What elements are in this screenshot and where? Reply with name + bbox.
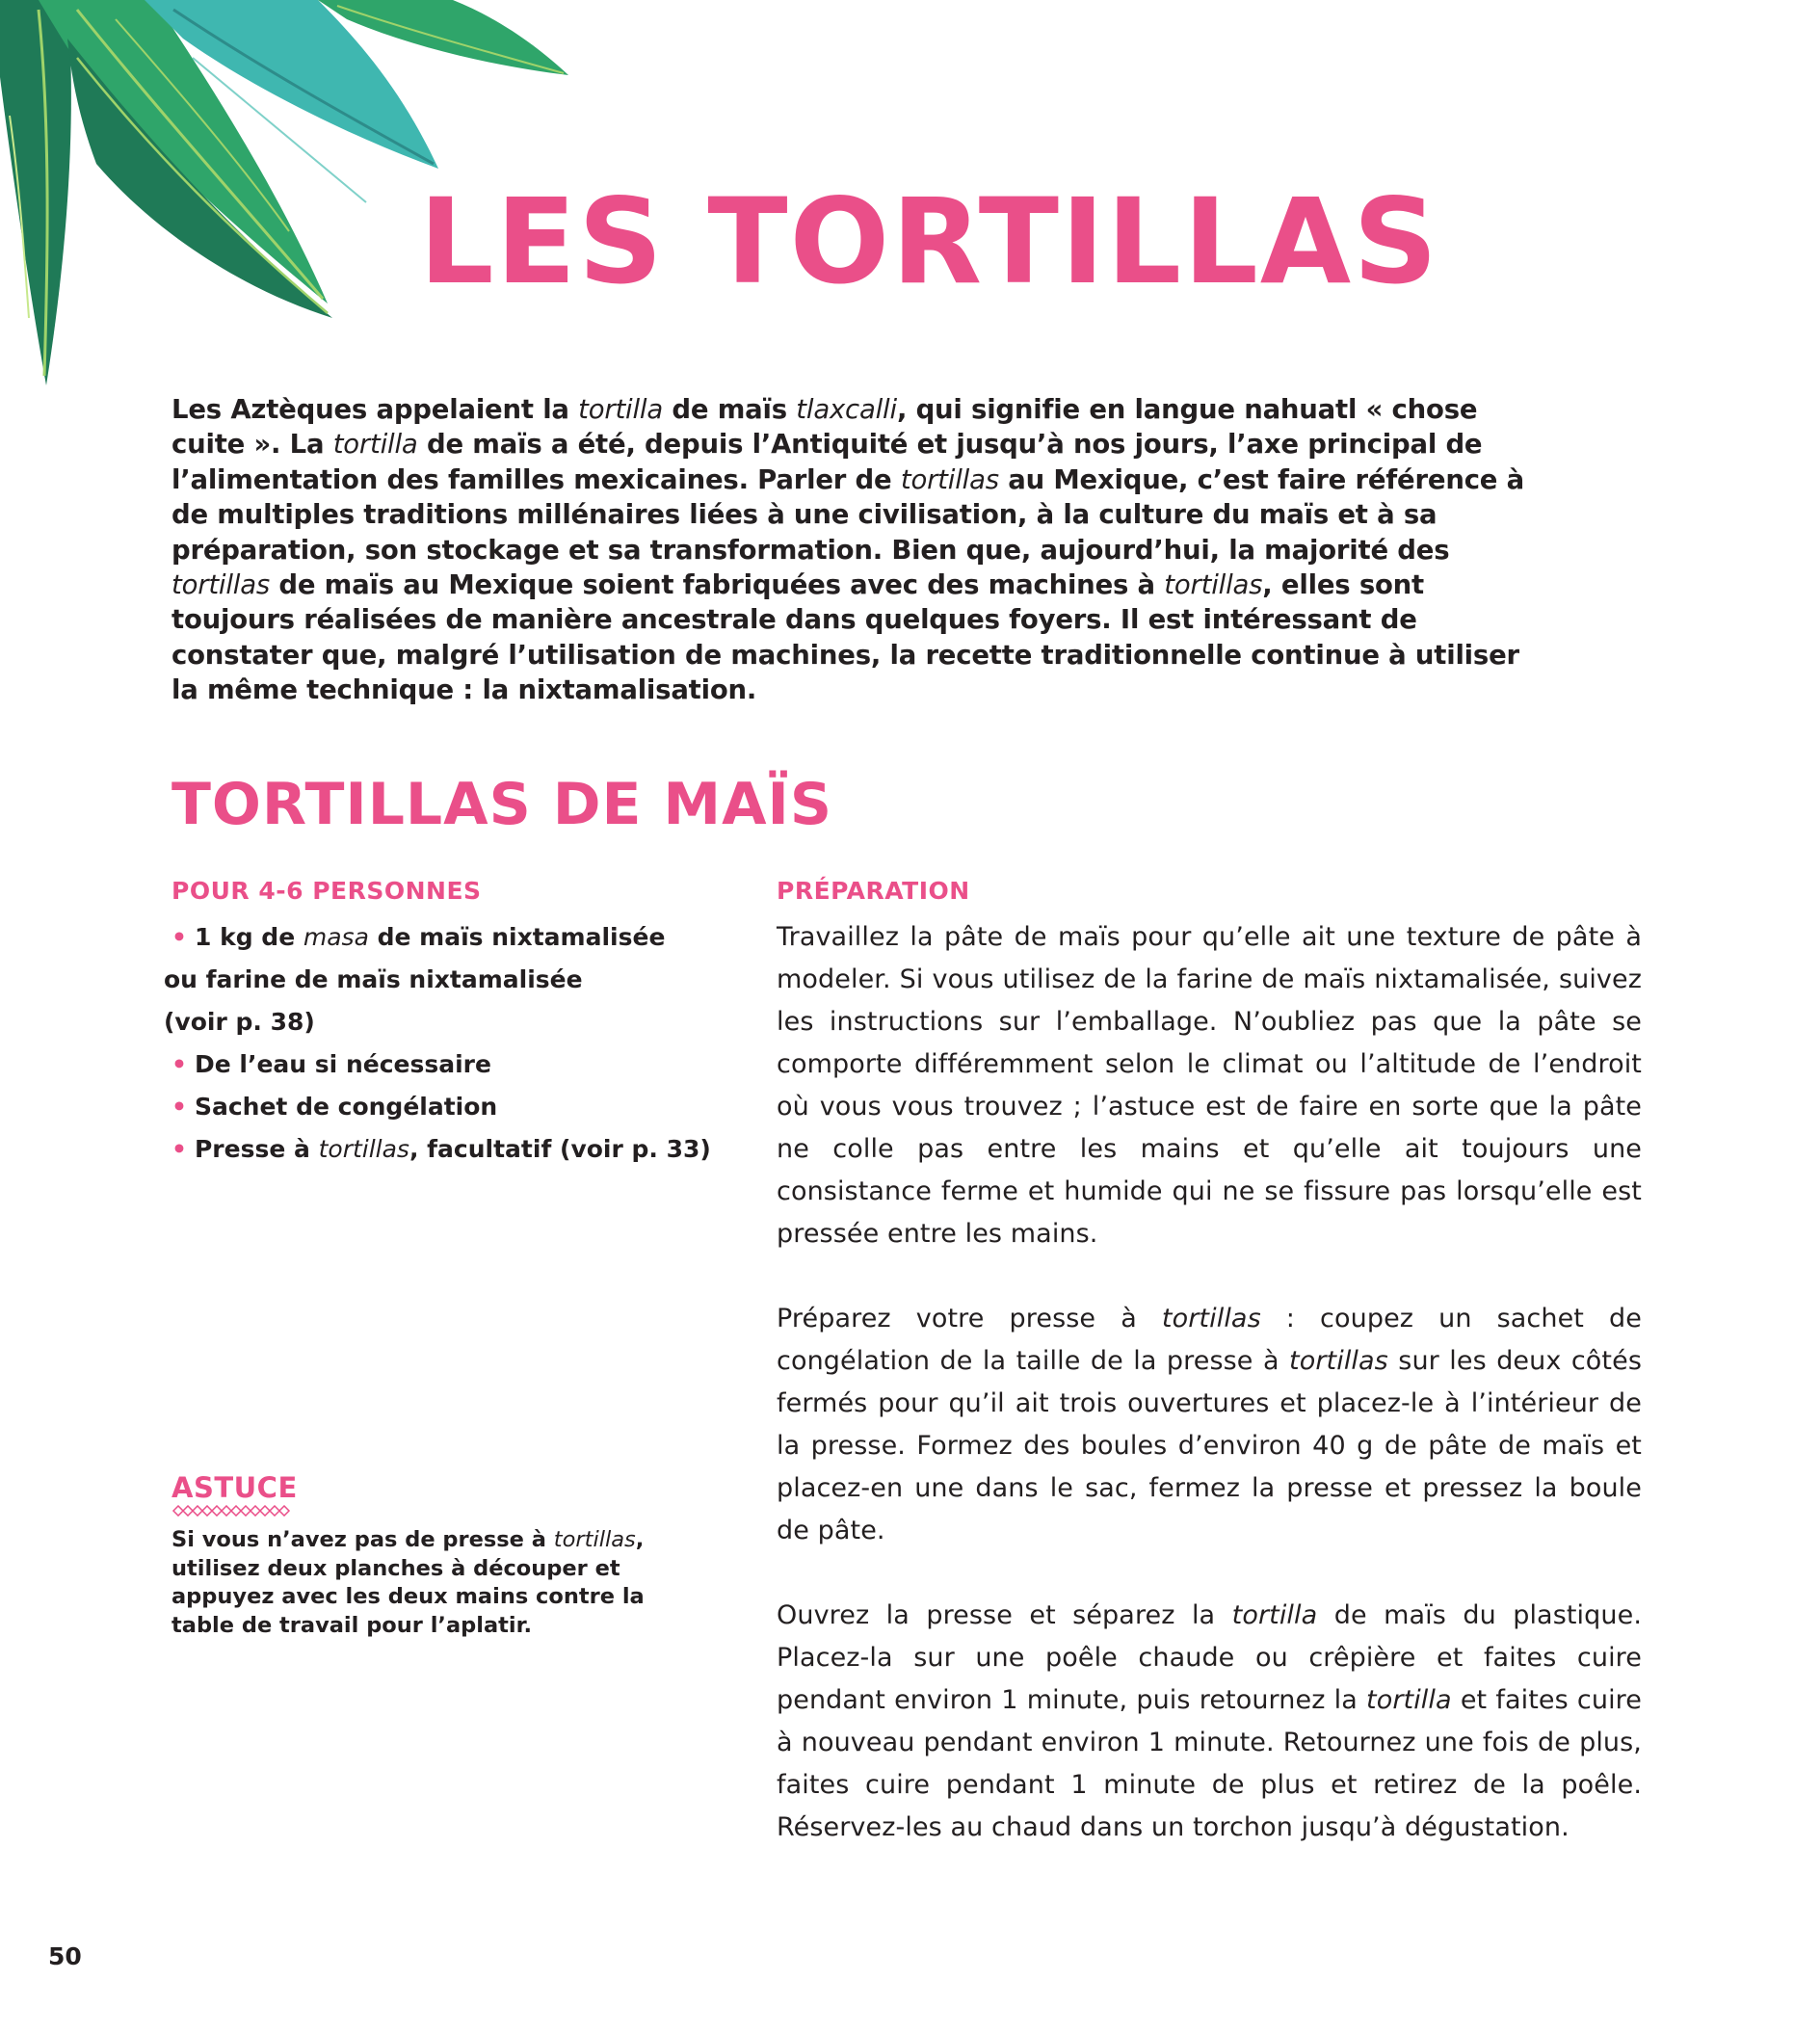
servings-heading: POUR 4-6 PERSONNES — [171, 877, 482, 905]
ingredients-list — [164, 916, 730, 1171]
preparation-step: Ouvrez la presse et séparez la tortilla de maïs du plastique. Placez-la sur une poêle chaude ou crêpière et faites cuire pendant environ 1 minute, puis retournez la tortilla et faites cuire à nouveau pendant environ 1 minute. Retournez une fois de plus, faites cuire pendant 1 minute de plus et retirez de la poêle. Réservez-les au chaud dans un torchon jusqu’à dégustation. — [777, 1600, 1642, 1842]
recipe-title: TORTILLAS DE MAÏS — [171, 771, 833, 838]
bullet-icon: • — [171, 923, 187, 951]
ingredient-item: • Sachet de congélation — [171, 1093, 498, 1121]
ingredient-item: • 1 kg de masa de maïs nixtamalisée ou farine de maïs nixtamalisée (voir p. 38) — [164, 923, 666, 1036]
diamond-pattern-icon — [171, 1505, 293, 1517]
intro-paragraph: Les Aztèques appelaient la tortilla de maïs tlaxcalli, qui signifie en langue nahuatl « chose cuite ». La tortilla de maïs a été, depuis l’Antiquité et jusqu’à nos jours, l’axe principal de l’alimentation des familles mexicaines. Parler de tortillas au Mexique, c’est faire référence à de multiples traditions millénaires liées à une civilisation, à la culture du maïs et à sa préparation, son stockage et sa transformation. Bien que, aujourd’hui, la majorité des tortillas de maïs au Mexique soient fabriquées avec des machines à tortillas, elles sont toujours réalisées de manière ancestrale dans quelques foyers. Il est intéressant de constater que, malgré l’utilisation de machines, la recette traditionnelle continue à utiliser la même technique : la nixtamalisation. — [171, 394, 1524, 706]
bullet-icon: • — [171, 1050, 187, 1078]
ingredient-item: • Presse à tortillas, facultatif (voir p. 33) — [171, 1135, 711, 1163]
bullet-icon: • — [171, 1135, 187, 1163]
ingredients-column — [164, 877, 730, 1171]
preparation-step: Travaillez la pâte de maïs pour qu’elle ait une texture de pâte à modeler. Si vous utilisez de la farine de maïs nixtamalisée, suivez les instructions sur l’emballage. N’oubliez pas que la pâte se comporte différemment selon le climat ou l’altitude de l’endroit où vous vous trouvez ; l’astuce est de faire en sorte que la pâte ne colle pas entre les mains et qu’elle ait toujours une consistance ferme et humide qui ne se fissure pas lorsqu’elle est pressée entre les mains. — [777, 922, 1642, 1249]
preparation-step: Préparez votre presse à tortillas : coupez un sachet de congélation de la taille de la presse à tortillas sur les deux côtés fermés pour qu’il ait trois ouvertures et placez-le à l’intérieur de la presse. Formez des boules d’environ 40 g de pâte de maïs et placez-en une dans le sac, fermez la presse et pressez la boule de pâte. — [777, 1304, 1642, 1545]
ingredient-item: • De l’eau si nécessaire — [171, 1050, 491, 1078]
preparation-column — [777, 879, 1642, 1849]
bullet-icon: • — [171, 1093, 187, 1121]
page-number: 50 — [48, 1942, 82, 1970]
tip-box — [171, 1471, 653, 1640]
preparation-heading: PRÉPARATION — [777, 877, 970, 905]
tip-heading: ASTUCE — [171, 1471, 298, 1504]
page-title: LES TORTILLAS — [418, 173, 1440, 310]
tip-text: Si vous n’avez pas de presse à tortillas, utilisez deux planches à découper et appuyez avec les deux mains contre la table de travail pour l’aplatir. — [171, 1527, 645, 1638]
